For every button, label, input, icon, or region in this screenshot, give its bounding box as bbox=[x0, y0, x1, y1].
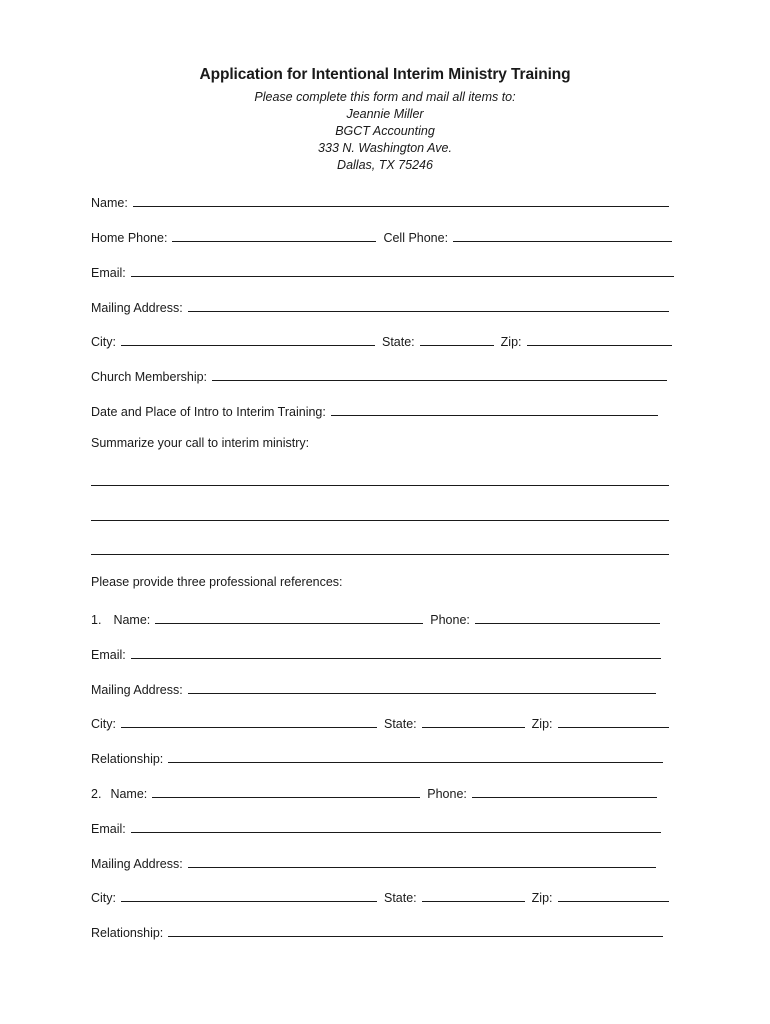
summary-line-3[interactable] bbox=[91, 554, 669, 555]
ref2-name-label: Name: bbox=[110, 787, 148, 801]
ref2-phone-field[interactable] bbox=[472, 785, 657, 798]
intro-training-row bbox=[91, 401, 658, 419]
address-line-department: BGCT Accounting bbox=[335, 124, 435, 138]
ref2-zip-label: Zip: bbox=[531, 891, 553, 905]
ref2-phone-label: Phone: bbox=[427, 787, 467, 801]
cell-phone-label: Cell Phone: bbox=[383, 231, 449, 245]
ref1-name-field[interactable] bbox=[155, 611, 423, 624]
mail-instructions: Please complete this form and mail all items to: bbox=[254, 90, 516, 104]
ref1-mailing-address-row bbox=[91, 679, 656, 697]
cell-phone-field[interactable] bbox=[453, 229, 672, 242]
mailing-address-field[interactable] bbox=[188, 299, 669, 312]
ref1-phone-label: Phone: bbox=[430, 613, 470, 627]
ref2-city-state-zip-row bbox=[91, 887, 669, 905]
ref2-name-row bbox=[91, 783, 657, 801]
email-row bbox=[91, 262, 674, 280]
email-label: Email: bbox=[91, 266, 126, 280]
ref2-state-label: State: bbox=[384, 891, 417, 905]
zip-label: Zip: bbox=[500, 335, 522, 349]
church-membership-field[interactable] bbox=[212, 368, 667, 381]
intro-training-label: Date and Place of Intro to Interim Training: bbox=[91, 405, 326, 419]
zip-field[interactable] bbox=[527, 333, 672, 346]
name-field[interactable] bbox=[133, 194, 669, 207]
ref1-state-label: State: bbox=[384, 717, 417, 731]
ref1-name-row bbox=[91, 609, 660, 627]
ref1-relationship-row bbox=[91, 748, 663, 766]
ref2-relationship-row bbox=[91, 922, 663, 940]
ref1-state-field[interactable] bbox=[422, 715, 525, 728]
ref2-email-row bbox=[91, 818, 661, 836]
home-phone-label: Home Phone: bbox=[91, 231, 168, 245]
ref1-zip-label: Zip: bbox=[531, 717, 553, 731]
mailing-address-label: Mailing Address: bbox=[91, 301, 183, 315]
ref1-city-label: City: bbox=[91, 717, 116, 731]
city-state-zip-row bbox=[91, 331, 672, 349]
ref2-state-field[interactable] bbox=[422, 889, 525, 902]
ref1-mailing-address-label: Mailing Address: bbox=[91, 683, 183, 697]
ref2-relationship-label: Relationship: bbox=[91, 926, 164, 940]
address-line-recipient: Jeannie Miller bbox=[346, 107, 424, 121]
church-membership-row bbox=[91, 366, 667, 384]
references-heading: Please provide three professional references: bbox=[91, 575, 343, 589]
ref1-email-label: Email: bbox=[91, 648, 126, 662]
ref2-mailing-address-label: Mailing Address: bbox=[91, 857, 183, 871]
church-membership-label: Church Membership: bbox=[91, 370, 208, 384]
ref1-zip-field[interactable] bbox=[558, 715, 669, 728]
home-phone-field[interactable] bbox=[172, 229, 376, 242]
ref2-city-label: City: bbox=[91, 891, 116, 905]
ref2-email-label: Email: bbox=[91, 822, 126, 836]
summary-label: Summarize your call to interim ministry: bbox=[91, 436, 310, 450]
ref2-mailing-address-field[interactable] bbox=[188, 855, 656, 868]
ref1-mailing-address-field[interactable] bbox=[188, 681, 656, 694]
email-field[interactable] bbox=[131, 264, 674, 277]
summary-line-1[interactable] bbox=[91, 485, 669, 486]
state-field[interactable] bbox=[420, 333, 494, 346]
state-label: State: bbox=[382, 335, 415, 349]
ref2-email-field[interactable] bbox=[131, 820, 661, 833]
ref1-relationship-field[interactable] bbox=[168, 750, 663, 763]
city-label: City: bbox=[91, 335, 116, 349]
ref1-name-label: Name: bbox=[113, 613, 151, 627]
ref2-number: 2. bbox=[91, 787, 102, 801]
ref1-phone-field[interactable] bbox=[475, 611, 660, 624]
ref2-relationship-field[interactable] bbox=[168, 924, 663, 937]
address-line-city: Dallas, TX 75246 bbox=[337, 158, 433, 172]
address-line-street: 333 N. Washington Ave. bbox=[318, 141, 452, 155]
ref1-email-row bbox=[91, 644, 661, 662]
summary-line-2[interactable] bbox=[91, 520, 669, 521]
ref2-city-field[interactable] bbox=[121, 889, 377, 902]
city-field[interactable] bbox=[121, 333, 375, 346]
ref1-relationship-label: Relationship: bbox=[91, 752, 164, 766]
page-title: Application for Intentional Interim Ministry Training bbox=[199, 66, 571, 83]
ref1-email-field[interactable] bbox=[131, 646, 661, 659]
name-row bbox=[91, 192, 669, 210]
mailing-address-row bbox=[91, 297, 669, 315]
ref1-city-state-zip-row bbox=[91, 713, 669, 731]
name-label: Name: bbox=[91, 196, 128, 210]
ref1-city-field[interactable] bbox=[121, 715, 377, 728]
ref2-mailing-address-row bbox=[91, 853, 656, 871]
intro-training-field[interactable] bbox=[331, 403, 658, 416]
ref2-name-field[interactable] bbox=[152, 785, 420, 798]
ref1-number: 1. bbox=[91, 613, 102, 627]
phone-row bbox=[91, 227, 672, 245]
ref2-zip-field[interactable] bbox=[558, 889, 669, 902]
